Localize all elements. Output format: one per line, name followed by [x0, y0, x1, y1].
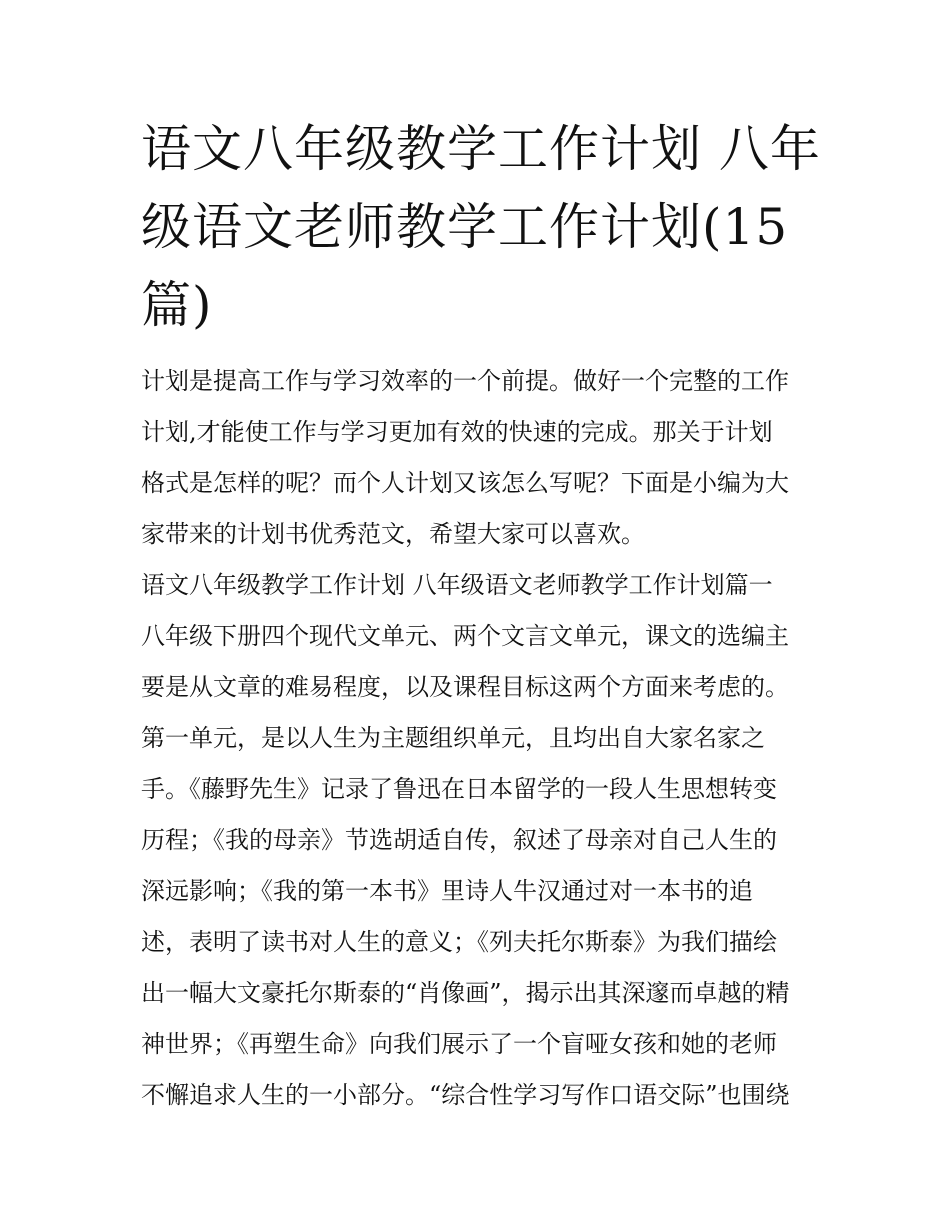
title-line: 语文八年级教学工作计划 八年: [141, 120, 821, 178]
text-line: 历程；《我的母亲》节选胡适自传，叙述了母亲对自己人生的: [141, 826, 777, 854]
text-line: 神世界；《再塑生命》向我们展示了一个盲哑女孩和她的老师: [141, 1030, 777, 1058]
text-line: 计划是提高工作与学习效率的一个前提。做好一个完整的工作: [141, 367, 789, 395]
text-line: 计划,才能使工作与学习更加有效的快速的完成。那关于计划: [141, 418, 773, 446]
section-heading: [141, 560, 813, 611]
text-line: 八年级下册四个现代文单元、两个文言文单元，课文的选编主: [141, 622, 789, 650]
document-title: [141, 110, 821, 344]
title-line: 篇): [141, 276, 213, 334]
intro-paragraph: [141, 356, 813, 560]
title-line: 级语文老师教学工作计划(15: [141, 198, 789, 256]
text-line: 格式是怎样的呢？而个人计划又该怎么写呢？下面是小编为大: [141, 469, 789, 497]
text-line: 不懈追求人生的一小部分。“综合性学习写作口语交际”也围绕: [141, 1081, 790, 1109]
body-paragraph-1: [141, 611, 813, 713]
text-line: 家带来的计划书优秀范文，希望大家可以喜欢。: [141, 520, 645, 548]
text-line: 第一单元，是以人生为主题组织单元，且均出自大家名家之: [141, 724, 765, 752]
text-line: 手。《藤野先生》记录了鲁迅在日本留学的一段人生思想转变: [141, 775, 777, 803]
body-paragraph-2: [141, 713, 813, 1121]
text-line: 要是从文章的难易程度，以及课程目标这两个方面来考虑的。: [141, 673, 789, 701]
text-line: 深远影响；《我的第一本书》里诗人牛汉通过对一本书的追: [141, 877, 753, 905]
text-line: 出一幅大文豪托尔斯泰的“肖像画”，揭示出其深邃而卓越的精: [141, 979, 790, 1007]
text-line: 语文八年级教学工作计划 八年级语文老师教学工作计划篇一: [141, 571, 773, 599]
document-page: [141, 110, 821, 1121]
text-line: 述，表明了读书对人生的意义；《列夫托尔斯泰》为我们描绘: [141, 928, 777, 956]
